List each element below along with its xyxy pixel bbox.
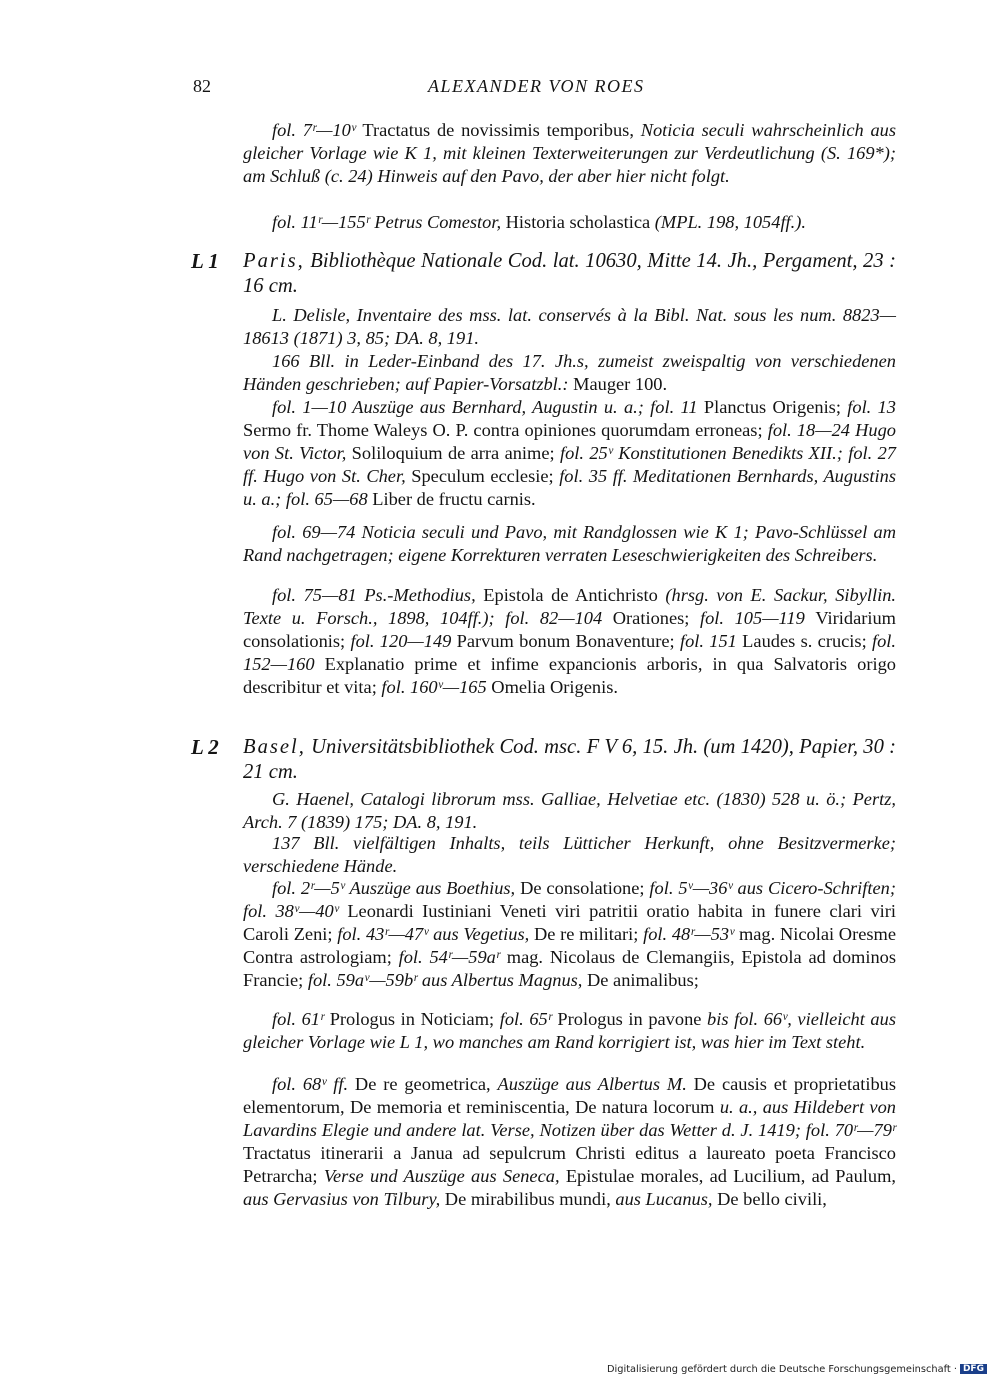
entry-paragraph xyxy=(243,788,896,834)
italic-text-run: fol. 75—81 Ps.-Methodius, xyxy=(272,585,484,605)
roman-text-run: Explanatio prime et infime expancionis arboris, in qua Salvatoris origo describitur et vita; xyxy=(243,653,897,697)
italic-text-run: Noticia seculi wahrscheinlich aus gleicher Vorlage wie K 1, mit kleinen Texterweiterungen zur Verdeutlichung (S. 169*); am Schluß (c. 24) Hinweis auf den Pavo, der aber hier nicht folgt. xyxy=(243,120,897,186)
roman-text-run: De re geometrica, xyxy=(354,1074,498,1094)
entry-heading xyxy=(243,735,896,785)
roman-text-run: Parvum bonum Bonaventure; xyxy=(456,630,680,651)
roman-text-run: Historia scholastica xyxy=(505,212,655,232)
dfg-logo: DFG xyxy=(960,1364,987,1374)
roman-text-run: Leonardi Iustiniani Veneti viri patritii oratio habita in funere clari viri Caroli Zeni; xyxy=(243,900,896,944)
page-number: 82 xyxy=(193,76,211,96)
roman-text-run: Speculum ecclesie; xyxy=(411,465,560,486)
italic-text-run: 166 Bll. in Leder-Einband des 17. Jh.s, zumeist zweispaltig von verschiedenen Händen geschrieben; auf Papier-Vorsatzbl.: xyxy=(243,351,896,394)
italic-text-run: fol. 59aᵛ—59bʳ aus Albertus Magnus, xyxy=(307,969,588,990)
italic-text-run: fol. 7ʳ—10ᵛ xyxy=(272,120,356,140)
italic-text-run: fol. 160ᵛ—165 xyxy=(381,676,492,697)
intro-paragraph xyxy=(243,211,896,234)
italic-text-run: Auszüge aus Albertus M. xyxy=(497,1074,694,1094)
roman-text-run: Orationes; xyxy=(612,607,700,628)
roman-text-run: Liber de fructu carnis. xyxy=(372,488,536,509)
entry-paragraph xyxy=(243,350,896,396)
roman-text-run: Soliloquium de arra anime; xyxy=(351,442,560,463)
roman-text-run: mag. Nicolai Oresme Contra astrologiam; xyxy=(243,923,897,967)
roman-text-run: Tractatus de novissimis temporibus, xyxy=(355,120,641,140)
footer-text: Digitalisierung gefördert durch die Deutsche Forschungsgemeinschaft · xyxy=(607,1364,957,1375)
entry-paragraph xyxy=(243,584,896,699)
roman-text-run: Tractatus itinerarii a Janua ad sepulcrum Christi editus a laureato poeta Francisco Petrarcha; xyxy=(243,1142,896,1186)
italic-text-run: fol. 1—10 Auszüge aus Bernhard, Augustin u. a.; fol. 11 xyxy=(272,397,704,417)
roman-text-run: Epistulae morales, ad Lucilium, ad Paulum, xyxy=(565,1165,897,1186)
italic-text-run: fol. 48ʳ—53ᵛ xyxy=(643,923,739,944)
italic-text-run: aus Gervasius von Tilbury, xyxy=(243,1188,445,1209)
roman-text-run: De consolatione; xyxy=(520,878,650,898)
roman-text-run: Mauger 100. xyxy=(573,373,668,394)
entry-siglum: L 2 xyxy=(191,735,219,759)
italic-text-run: fol. 54ʳ—59aʳ xyxy=(398,946,507,967)
entry-heading-rest: Universitätsbibliothek Cod. msc. F V 6, 15. Jh. (um 1420), Papier, 30 : 21 cm. xyxy=(243,736,896,783)
digitization-footer xyxy=(607,1364,987,1375)
roman-text-run: Planctus Origenis; xyxy=(703,397,848,417)
italic-text-run: aus Lucanus, xyxy=(615,1188,718,1209)
italic-text-run: fol. 69—74 Noticia seculi und Pavo, mit Randglossen wie K 1; Pavo-Schlüssel am Rand nachgetragen; eigene Korrekturen verraten Leseschwierigkeiten des Schreibers. xyxy=(243,522,896,565)
roman-text-run: Sermo fr. Thome Waleys O. P. contra opiniones quorumdam erroneas; xyxy=(243,419,768,440)
italic-text-run: fol. 151 xyxy=(679,630,743,651)
italic-text-run: fol. 152—160 xyxy=(243,630,896,674)
italic-text-run: Verse und Auszüge aus Seneca, xyxy=(323,1165,566,1186)
italic-text-run: G. Haenel, Catalogi librorum mss. Galliae, Helvetiae etc. (1830) 528 u. ö.; Pertz, Arch. 7 (1839) 175; DA. 8, 191. xyxy=(243,789,896,832)
italic-text-run: fol. 5ᵛ—36ᵛ aus Cicero-Schriften; fol. 38ᵛ—40ᵛ xyxy=(243,878,896,921)
italic-text-run: (MPL. 198, 1054ff.). xyxy=(654,212,806,232)
italic-text-run: (hrsg. von E. Sackur, Sibyllin. Texte u. Forsch., 1898, 104ff.); fol. 82—104 xyxy=(243,585,896,628)
entry-paragraph xyxy=(243,832,896,878)
roman-text-run: De bello civili, xyxy=(717,1188,827,1209)
italic-text-run: fol. 61ʳ xyxy=(272,1009,330,1029)
entry-place: Paris, xyxy=(243,250,305,272)
intro-paragraph xyxy=(243,119,896,188)
italic-text-run: fol. 25ᵛ Konstitutionen Benedikts XII.; fol. 27 ff. Hugo von St. Cher, xyxy=(243,442,896,486)
roman-text-run: Laudes s. crucis; xyxy=(742,630,872,651)
roman-text-run: De animalibus; xyxy=(587,969,699,990)
roman-text-run: Prologus in pavone xyxy=(557,1009,708,1029)
running-title: ALEXANDER VON ROES xyxy=(428,76,645,96)
entry-heading-rest: Bibliothèque Nationale Cod. lat. 10630, Mitte 14. Jh., Pergament, 23 : 16 cm. xyxy=(243,250,896,297)
italic-text-run: fol. 2ʳ—5ᵛ Auszüge aus Boethius, xyxy=(272,878,521,898)
entry-siglum: L 1 xyxy=(191,249,219,273)
roman-text-run: De causis et proprietatibus elementorum, De memoria et reminiscentia, De natura locorum xyxy=(243,1074,897,1117)
entry-paragraph xyxy=(243,1073,896,1210)
italic-text-run: fol. 35 ff. Meditationen Bernhards, Augustins u. a.; fol. 65—68 xyxy=(243,465,896,509)
roman-text-run: Epistola de Antichristo xyxy=(483,585,666,605)
italic-text-run: fol. 120—149 xyxy=(350,630,457,651)
italic-text-run: fol. 18—24 Hugo von St. Victor, xyxy=(243,419,896,463)
roman-text-run: Prologus in Noticiam; xyxy=(329,1009,500,1029)
entry-paragraph xyxy=(243,396,896,511)
italic-text-run: fol. 11ʳ—155ʳ Petrus Comestor, xyxy=(272,212,506,232)
roman-text-run: De mirabilibus mundi, xyxy=(444,1188,616,1209)
entry-paragraph xyxy=(243,877,896,992)
roman-text-run: Omelia Origenis. xyxy=(491,676,618,697)
italic-text-run: 137 Bll. vielfältigen Inhalts, teils Lütticher Herkunft, ohne Besitzvermerke; verschiedene Hände. xyxy=(243,833,896,876)
italic-text-run: u. a., aus Hildebert von Lavardins Elegie und andere lat. Verse, Notizen über das Wetter d. J. 1419; fol. 70ʳ—79ʳ xyxy=(243,1096,896,1140)
italic-text-run: bis fol. 66ᵛ, vielleicht aus gleicher Vorlage wie L 1, wo manches am Rand korrigiert ist, was hier im Text steht. xyxy=(243,1009,896,1052)
italic-text-run: fol. 13 xyxy=(847,397,896,417)
entry-paragraph xyxy=(243,304,896,350)
roman-text-run: mag. Nicolaus de Clemangiis, Epistola ad dominos Francie; xyxy=(243,946,896,990)
italic-text-run: fol. 105—119 xyxy=(700,607,816,628)
entry-place: Basel, xyxy=(243,736,306,758)
italic-text-run: fol. 65ʳ xyxy=(499,1009,558,1029)
roman-text-run: De re militari; xyxy=(533,923,644,944)
roman-text-run: Viridarium consolationis; xyxy=(243,607,896,651)
italic-text-run: fol. 43ʳ—47ᵛ aus Vegetius, xyxy=(337,923,534,944)
entry-paragraph xyxy=(243,1008,896,1054)
italic-text-run: fol. 68ᵛ ff. xyxy=(272,1074,355,1094)
entry-paragraph xyxy=(243,521,896,567)
entry-heading xyxy=(243,249,896,299)
italic-text-run: L. Delisle, Inventaire des mss. lat. conservés à la Bibl. Nat. sous les num. 8823—18613 (1871) 3, 85; DA. 8, 191. xyxy=(243,305,896,348)
